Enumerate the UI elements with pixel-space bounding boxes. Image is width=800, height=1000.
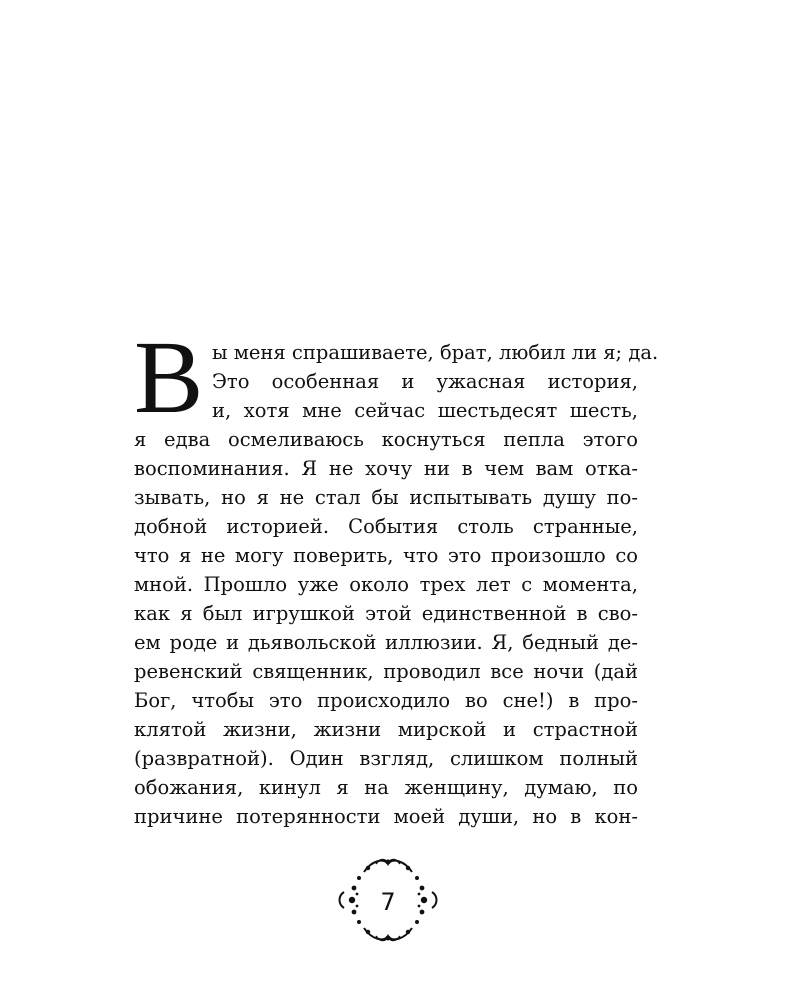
text-line: я едва осмеливаюсь коснуться пепла этого [134,428,638,451]
text-line: мной. Прошло уже около трех лет с момента, [134,573,638,596]
text-line: обожания, кинул я на женщину, думаю, по [134,776,638,799]
text-line: ы меня спрашиваете, брат, любил ли я; да. [212,341,659,364]
page-number: 7 [380,888,396,916]
text-line: и, хотя мне сейчас шестьдесят шесть, [212,399,638,422]
text-line: Бог, чтобы это происходило во сне!) в про- [134,689,638,712]
text-line: зывать, но я не стал бы испытывать душу по- [134,486,638,509]
text-line: ревенский священник, проводил все ночи (дай [134,660,638,683]
text-line: воспоминания. Я не хочу ни в чем вам отка- [134,457,638,480]
body-text [134,338,659,831]
text-line: причине потерянности моей души, но в кон- [134,805,638,828]
text-line: как я был игрушкой этой единственной в сво- [134,602,638,625]
text-line: что я не могу поверить, что это произошло со [134,544,638,567]
text-line: ем роде и дьявольской иллюзии. Я, бедный де- [134,631,638,654]
text-line: Это особенная и ужасная история, [212,370,638,393]
text-line: (развратной). Один взгляд, слишком полный [134,747,638,770]
drop-cap-letter: В [134,320,204,435]
text-line: клятой жизни, жизни мирской и страстной [134,718,638,741]
text-line: добной историей. События столь странные, [134,515,638,538]
